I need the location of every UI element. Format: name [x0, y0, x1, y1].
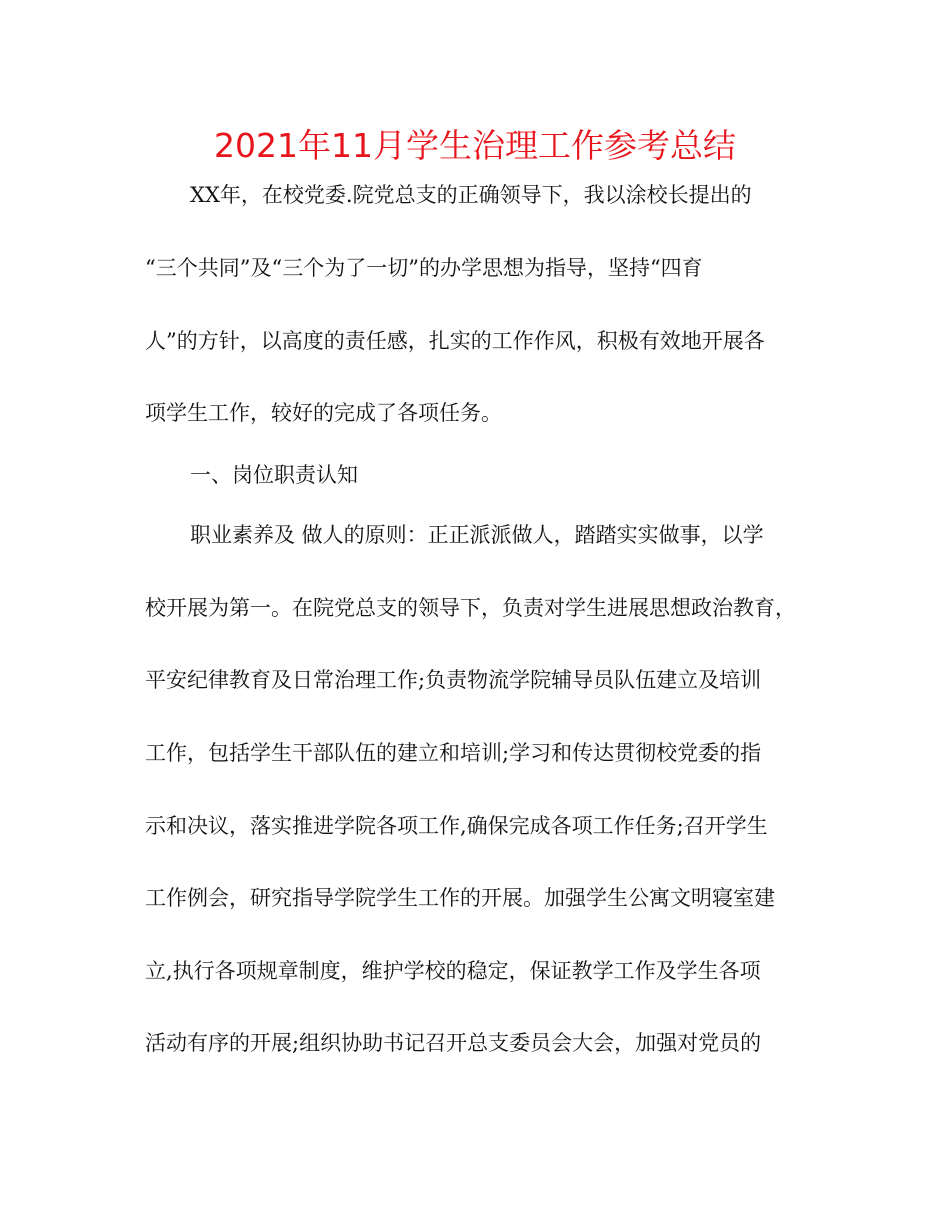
paragraph-line-11: 工作例会，研究指导学院学生工作的开展。加强学生公寓文明寝室建: [145, 886, 775, 910]
paragraph-line-10: 示和决议，落实推进学院各项工作,确保完成各项工作任务;召开学生: [145, 814, 768, 838]
paragraph-line-2: “三个共同”及“三个为了一切”的办学思想为指导，坚持“四育: [145, 256, 703, 280]
paragraph-line-13: 活动有序的开展;组织协助书记召开总支委员会大会，加强对党员的: [145, 1031, 762, 1055]
paragraph-line-1: XX年，在校党委.院党总支的正确领导下，我以涂校长提出的: [190, 183, 752, 207]
paragraph-line-9: 工作，包括学生干部队伍的建立和培训;学习和传达贯彻校党委的指: [145, 741, 762, 765]
paragraph-line-12: 立,执行各项规章制度，维护学校的稳定，保证教学工作及学生各项: [145, 959, 761, 983]
section-heading-1: 一、岗位职责认知: [190, 463, 358, 487]
paragraph-line-6: 职业素养及 做人的原则：正正派派做人，踏踏实实做事，以学: [190, 523, 764, 547]
paragraph-line-7: 校开展为第一。在院党总支的领导下，负责对学生进展思想政治教育，: [145, 596, 796, 620]
paragraph-line-8: 平安纪律教育及日常治理工作;负责物流学院辅导员队伍建立及培训: [145, 668, 762, 692]
document-title: 2021年11月学生治理工作参考总结: [214, 126, 736, 165]
paragraph-line-4: 项学生工作，较好的完成了各项任务。: [145, 401, 502, 425]
paragraph-line-3: 人”的方针，以高度的责任感，扎实的工作作风，积极有效地开展各: [145, 329, 765, 353]
